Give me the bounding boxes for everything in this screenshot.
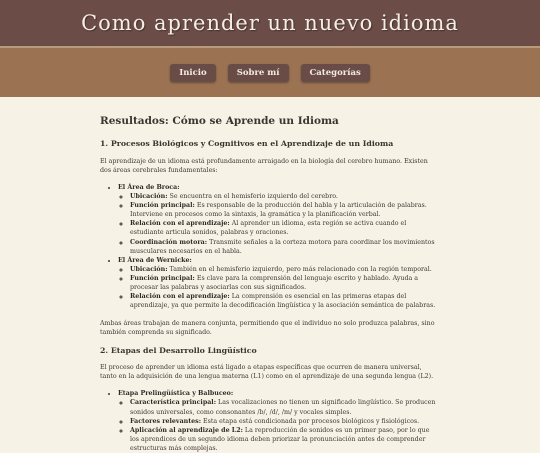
definition: Es responsable de la producción del habla y la articulación de palabras. Interviene en procesos como la sintaxis, la gramática y la planificación verbal. [130,202,427,219]
list-item [130,265,440,274]
nav-link-categorias[interactable]: Categorías [301,64,370,82]
nav-link-inicio[interactable]: Inicio [170,64,215,82]
term: Aplicación al aprendizaje de L2: [130,426,243,434]
list-item [130,417,440,426]
list-item [118,389,440,453]
definition: Esta etapa está condicionada por procesos biológicos y fisiológicos. [201,417,420,425]
definition: Las vocalizaciones no tienen un significado lingüístico. Se producen sonidos universales, como consonantes /b/, /d/, /m/ y vocales simples. [130,399,436,416]
term: Ubicación: [130,265,168,273]
main-nav [0,46,540,97]
list-item [130,192,440,201]
section-title: 2. Etapas del Desarrollo Lingüístico [100,345,257,355]
site-title: Como aprender un nuevo idioma [81,11,459,35]
definition: Es clave para la comprensión del lenguaje escrito y hablado. Ayuda a procesar las palabras y asociarlas con sus significados. [130,275,419,292]
section-outro: Ambas áreas trabajan de manera conjunta, permitiendo que el individuo no solo produzca palabras, sino también comprenda su significado. [100,319,435,336]
term: Función principal: [130,275,195,283]
list-item [130,398,440,416]
section-intro: El aprendizaje de un idioma está profundamente arraigado en la biología del cerebro humano. Existen dos áreas cerebrales fundamentales: [100,157,428,174]
nav-link-sobre-mi[interactable]: Sobre mí [228,64,289,82]
section-title: 1. Procesos Biológicos y Cognitivos en el Aprendizaje de un Idioma [100,139,394,149]
definition: La comprensión es esencial en las primeras etapas del aprendizaje, ya que permite la decodificación lingüística y la asociación semántica de palabras. [130,293,436,310]
list-item [118,183,440,256]
term: Relación con el aprendizaje: [130,293,230,301]
term: Característica principal: [130,399,217,407]
term: Factores relevantes: [130,417,202,425]
list-item [130,292,440,310]
term: Coordinación motora: [130,238,208,246]
list-item [130,201,440,219]
list-item-label: El Área de Broca: [118,183,180,191]
definition: La reproducción de sonidos es un primer paso, por lo que los aprendices de un segundo idioma deben priorizar la pronunciación antes de comprender estructuras más complejas. [130,426,430,453]
list-item [130,426,440,453]
definition: Se encuentra en el hemisferio izquierdo del cerebro. [167,192,338,200]
definition: También en el hemisferio izquierdo, pero más relacionado con la región temporal. [167,265,432,273]
definition: Transmite señales a la corteza motora para coordinar los movimientos musculares necesarios en el habla. [130,238,435,255]
site-header [0,0,540,46]
list-item [130,219,440,237]
list-item-label: El Área de Wernicke: [118,256,192,264]
main-content [0,97,540,453]
term: Relación con el aprendizaje: [130,220,230,228]
list-item [130,238,440,256]
list-item [130,274,440,292]
section-intro: El proceso de aprender un idioma está ligado a etapas específicas que ocurren de manera universal, tanto en la adquisición de una lengua materna (L1) como en el aprendizaje de una segunda lengua (L2). [100,364,434,381]
list-item-label: Etapa Prelingüística y Balbuceo: [118,390,234,398]
list-item [118,256,440,311]
term: Función principal: [130,202,195,210]
bullet-list [100,389,440,453]
page-heading: Resultados: Cómo se Aprende un Idioma [100,115,339,127]
bullet-list [100,183,440,311]
term: Ubicación: [130,192,168,200]
definition: Al aprender un idioma, esta región se activa cuando el estudiante articula sonidos, palabras y oraciones. [130,220,407,237]
